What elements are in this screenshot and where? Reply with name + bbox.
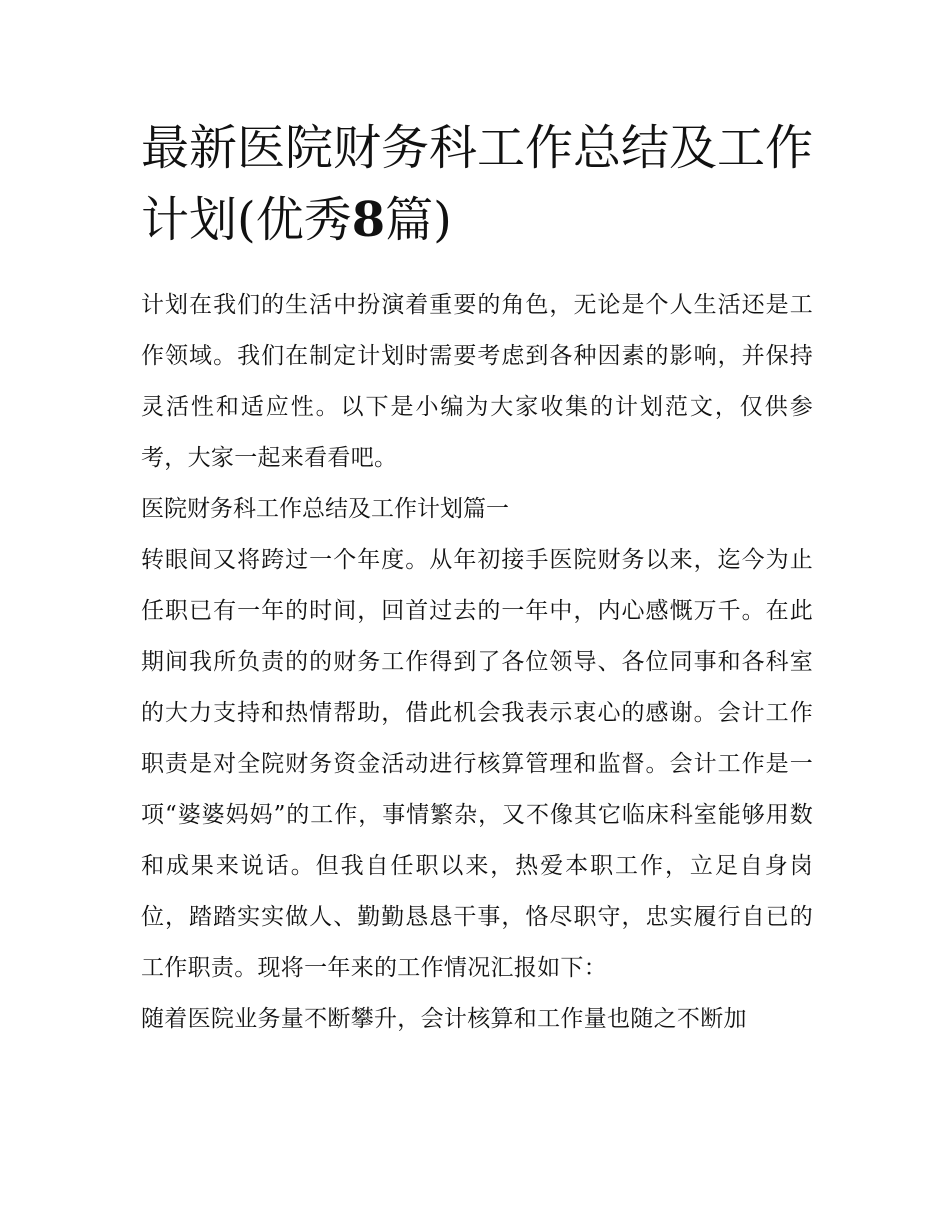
- body-paragraph-1: 转眼间又将跨过一个年度。从年初接手医院财务以来，迄今为止任职已有一年的时间，回首过去的一年中，内心感慨万千。在此期间我所负责的的财务工作得到了各位领导、各位同事和各科室的大力支持和热情帮助，借此机会我表示衷心的感谢。会计工作职责是对全院财务资金活动进行核算管理和监督。会计工作是一项“婆婆妈妈”的工作，事情繁杂，又不像其它临床科室能够用数和成果来说话。但我自任职以来，热爱本职工作，立足自身岗位，踏踏实实做人、勤勤恳恳干事，恪尽职守，忠实履行自已的工作职责。现将一年来的工作情况汇报如下：: [141, 547, 813, 981]
- title-text-part2: 篇): [385, 192, 452, 248]
- title-text-part1: 最新医院财务科工作总结及工作计划(优秀: [141, 120, 814, 248]
- document-title: [141, 112, 821, 256]
- section-heading: 医院财务科工作总结及工作计划篇一: [141, 496, 509, 522]
- document-body: [141, 280, 813, 1045]
- intro-paragraph: 计划在我们的生活中扮演着重要的角色，无论是个人生活还是工作领域。我们在制定计划时需要考虑到各种因素的影响，并保持灵活性和适应性。以下是小编为大家收集的计划范文，仅供参考，大家一起来看看吧。: [141, 292, 813, 471]
- body-paragraph-2: 随着医院业务量不断攀升，会计核算和工作量也随之不断加: [141, 1006, 747, 1032]
- title-number: 8: [351, 192, 386, 248]
